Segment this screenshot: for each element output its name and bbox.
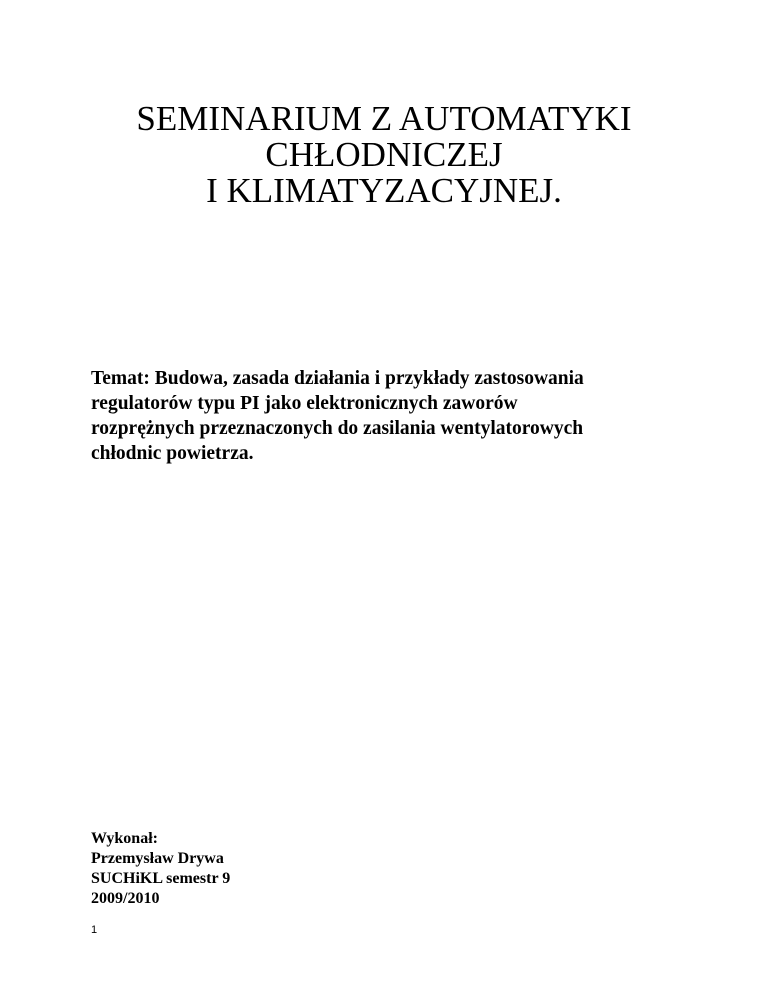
- title-line-1: SEMINARIUM Z AUTOMATYKI: [136, 99, 632, 138]
- author-label: Wykonał:: [91, 830, 158, 847]
- topic-line-3: rozprężnych przeznaczonych do zasilania wentylatorowych: [91, 418, 584, 439]
- author-block: [91, 829, 230, 909]
- title-line-3: I KLIMATYZACYJNEJ.: [206, 171, 562, 210]
- document-title: [0, 101, 768, 209]
- author-course: SUCHiKL semestr 9: [91, 870, 231, 887]
- topic-line-2: regulatorów typu PI jako elektronicznych zaworów: [91, 393, 518, 414]
- topic-line-4: chłodnic powietrza.: [91, 443, 254, 464]
- author-name: Przemysław Drywa: [91, 850, 224, 867]
- author-year: 2009/2010: [91, 890, 160, 907]
- topic-line-1: Temat: Budowa, zasada działania i przykłady zastosowania: [91, 368, 584, 389]
- topic-paragraph: [91, 366, 711, 466]
- page-number: 1: [91, 924, 98, 936]
- title-line-2: CHŁODNICZEJ: [265, 135, 503, 174]
